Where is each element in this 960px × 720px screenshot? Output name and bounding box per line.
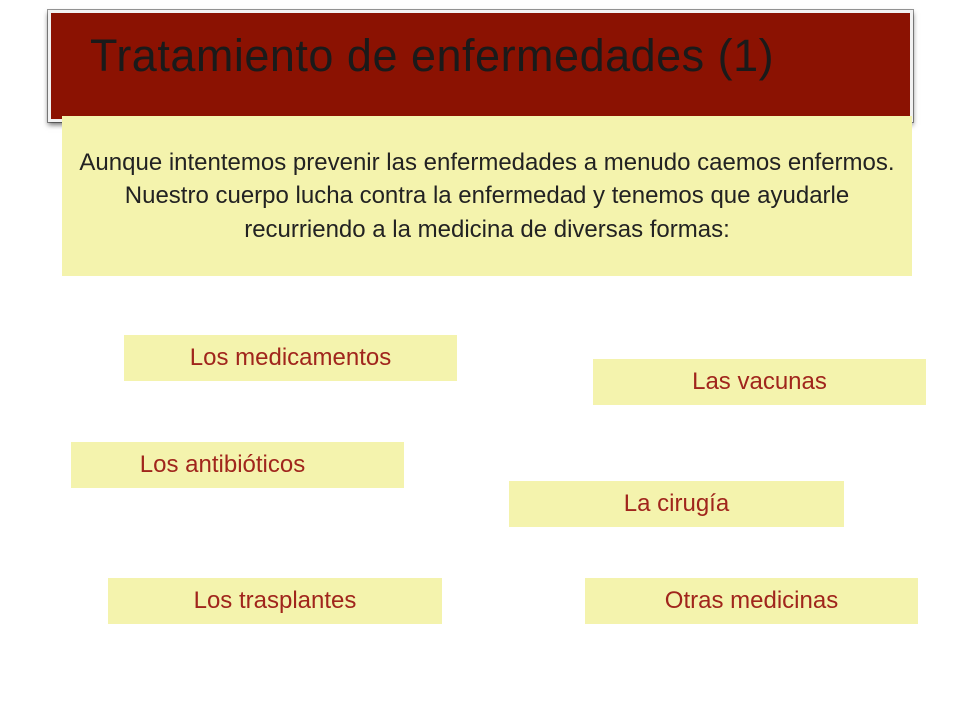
- option-vacunas[interactable]: [593, 359, 926, 405]
- option-label: Los antibióticos: [139, 451, 306, 478]
- option-trasplantes[interactable]: [108, 578, 442, 624]
- intro-text: Aunque intentemos prevenir las enfermedades a menudo caemos enfermos. Nuestro cuerpo lucha contra la enfermedad y tenemos que ayudarle recurriendo a la medicina de diversas formas:: [79, 149, 895, 243]
- option-medicamentos[interactable]: [124, 335, 457, 381]
- option-cirugia[interactable]: [509, 481, 844, 527]
- option-label: Los trasplantes: [193, 587, 357, 614]
- option-label: La cirugía: [623, 490, 730, 517]
- option-label: Las vacunas: [692, 368, 827, 395]
- intro-box: [62, 116, 912, 276]
- option-label: Los medicamentos: [189, 344, 392, 371]
- slide-title: Tratamiento de enfermedades (1): [90, 30, 775, 81]
- option-label: Otras medicinas: [664, 587, 839, 614]
- option-antibioticos[interactable]: [71, 442, 404, 488]
- option-otras-medicinas[interactable]: [585, 578, 918, 624]
